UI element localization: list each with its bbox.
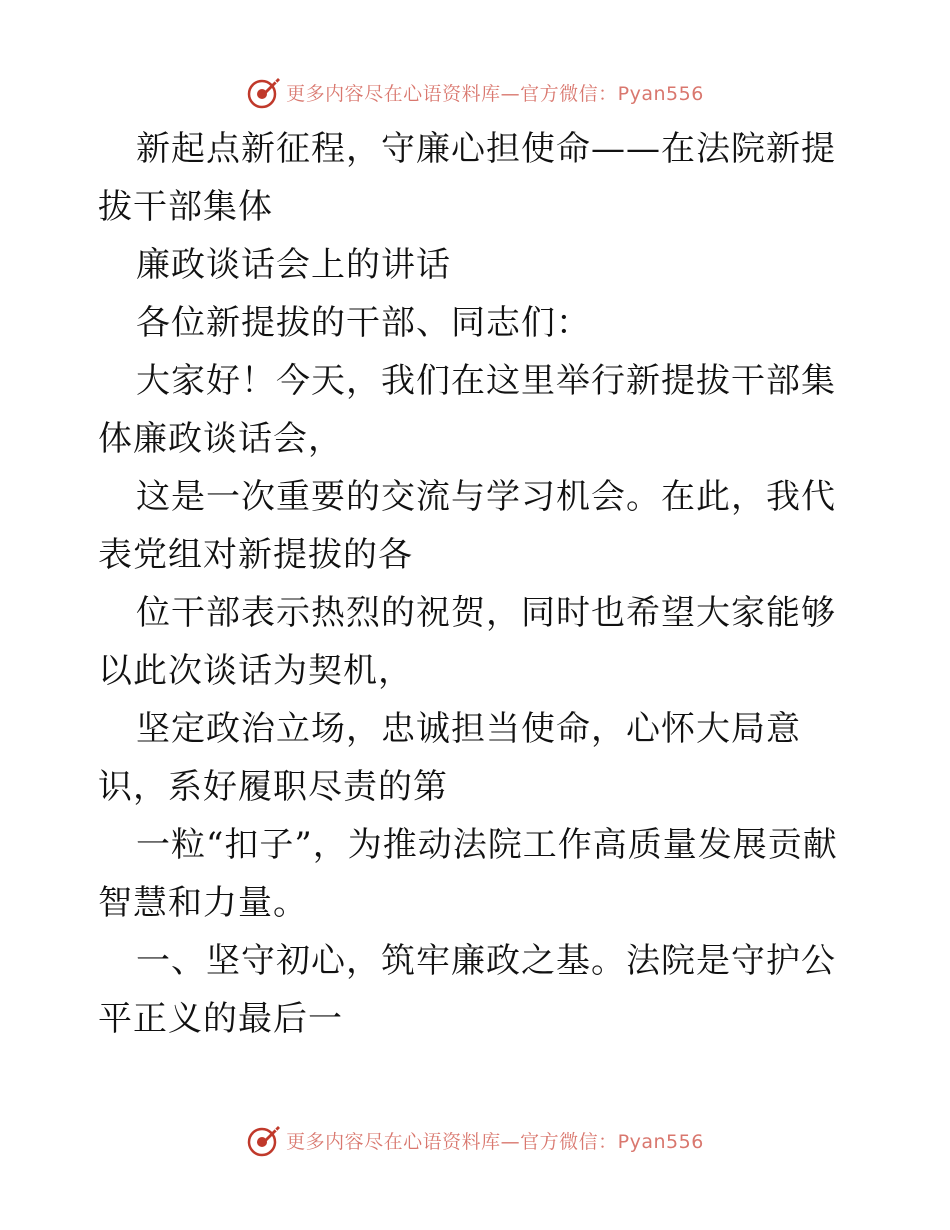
quill-logo-icon	[246, 74, 282, 110]
paragraph: 这是一次重要的交流与学习机会。在此，我代表党组对新提拔的各	[98, 477, 836, 575]
paragraph-salutation: 各位新提拔的干部、同志们：	[136, 303, 591, 343]
paragraph: 大家好！今天，我们在这里举行新提拔干部集体廉政谈话会，	[98, 361, 836, 459]
paragraph: 一粒“扣子”，为推动法院工作高质量发展贡献智慧和力量。	[98, 825, 838, 923]
paragraph-section-heading: 一、坚守初心，筑牢廉政之基。法院是守护公平正义的最后一	[98, 941, 836, 1039]
watermark-text: 更多内容尽在心语资料库—官方微信：Pyan556	[286, 82, 704, 105]
watermark-text: 更多内容尽在心语资料库—官方微信：Pyan556	[286, 1130, 704, 1153]
quill-logo-icon	[246, 1122, 282, 1158]
paragraph-title-cont: 廉政谈话会上的讲话	[136, 245, 451, 285]
footer-watermark	[0, 1120, 950, 1160]
document-body	[98, 120, 858, 1048]
paragraph-title: 新起点新征程，守廉心担使命——在法院新提拔干部集体	[98, 129, 836, 227]
paragraph: 位干部表示热烈的祝贺，同时也希望大家能够以此次谈话为契机，	[98, 593, 836, 691]
header-watermark	[0, 72, 950, 112]
paragraph: 坚定政治立场，忠诚担当使命，心怀大局意识，系好履职尽责的第	[98, 709, 801, 807]
